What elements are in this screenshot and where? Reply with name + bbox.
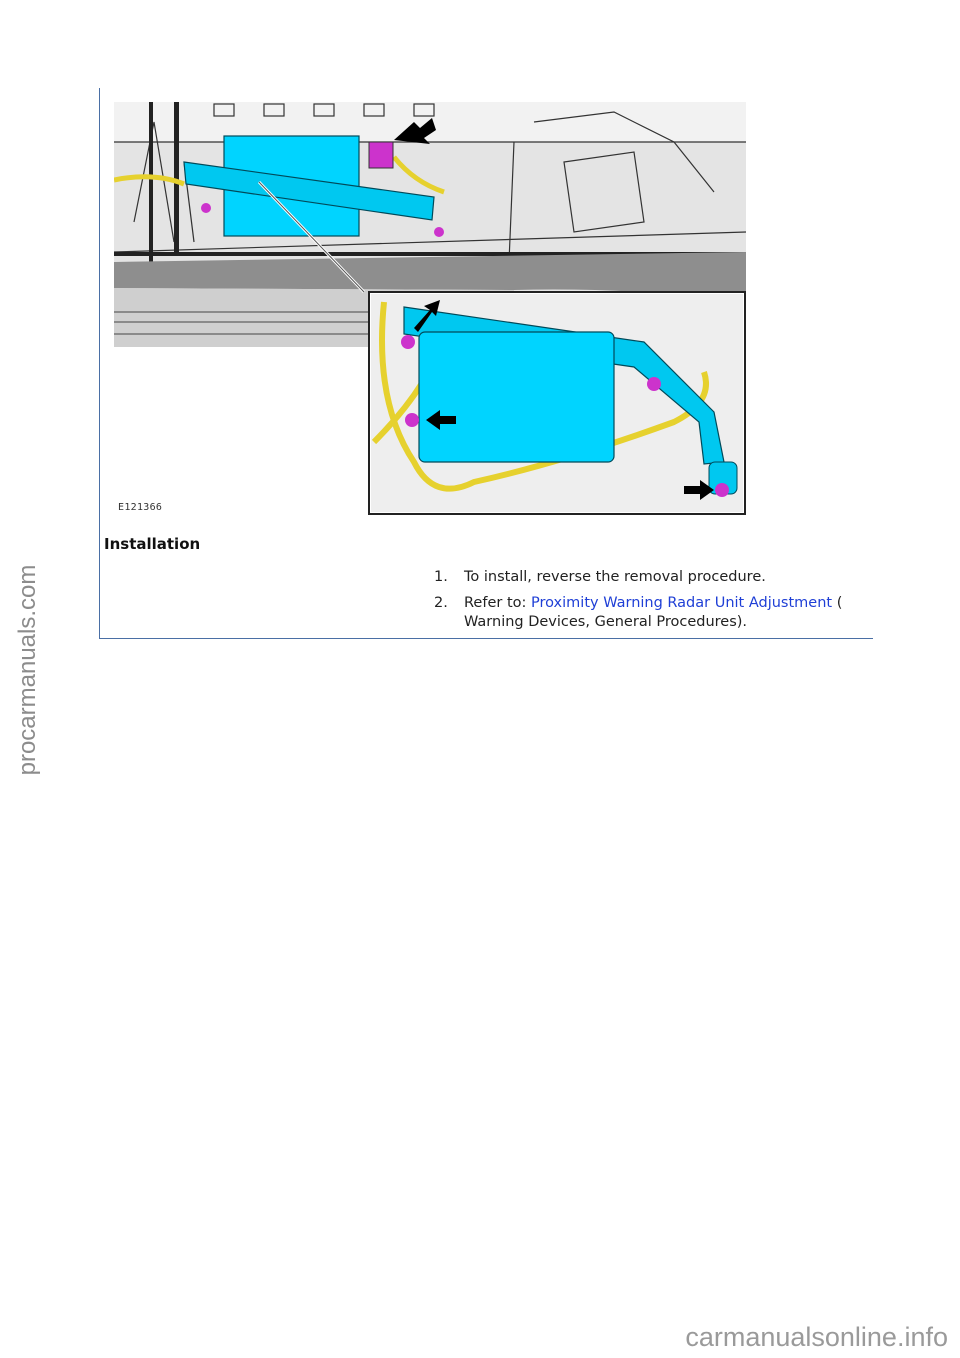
section-heading: Installation — [104, 535, 201, 553]
step-prefix: Refer to: — [464, 595, 531, 611]
frame-left-rule — [99, 88, 100, 639]
step-item — [430, 594, 872, 632]
bottom-watermark: carmanualsonline.info — [685, 1322, 948, 1352]
step-item — [430, 568, 872, 587]
step-number: 2. — [434, 595, 448, 611]
side-watermark — [8, 560, 48, 780]
step-suffix: ( — [832, 595, 843, 611]
step-number: 1. — [434, 569, 448, 585]
radar-unit-illustration — [114, 102, 746, 516]
step-continuation: Warning Devices, General Procedures). — [464, 614, 748, 630]
installation-steps — [430, 568, 872, 639]
figure-code-label: E121366 — [118, 502, 163, 513]
step-text: To install, reverse the removal procedure. — [464, 569, 766, 585]
side-watermark-text: procarmanuals.com — [14, 564, 41, 776]
adjustment-procedure-link[interactable]: Proximity Warning Radar Unit Adjustment — [531, 595, 833, 611]
